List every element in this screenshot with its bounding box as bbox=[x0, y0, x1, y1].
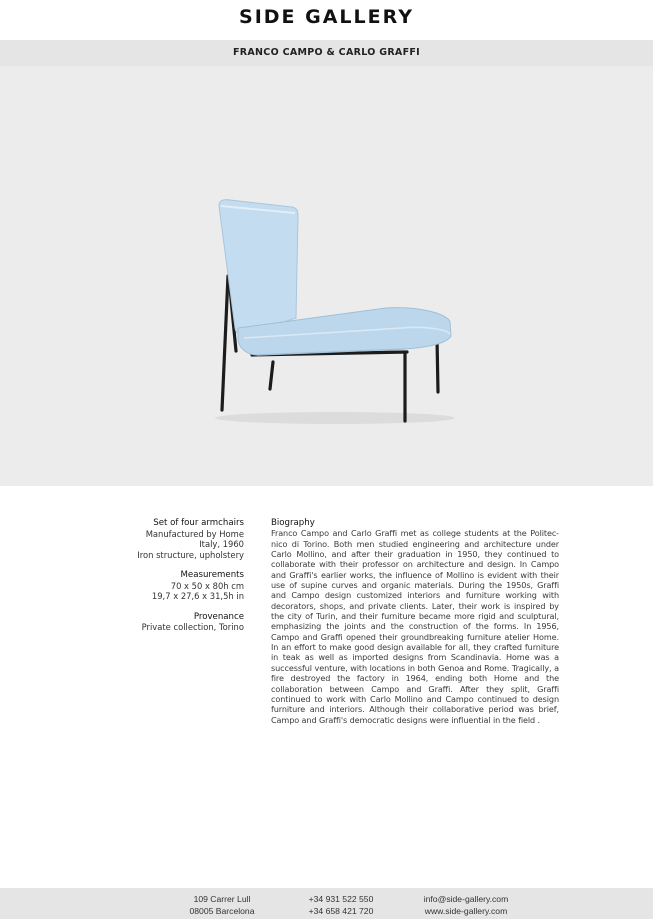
measurements-label: Measurements bbox=[180, 570, 244, 580]
armchair-icon bbox=[0, 66, 653, 486]
address-line1: 109 Carrer Lull bbox=[193, 894, 251, 904]
footer bbox=[0, 888, 653, 919]
measurements-cm: 70 x 50 x 80h cm bbox=[170, 580, 244, 591]
manufacturer: Manufactured by Home bbox=[145, 528, 244, 539]
footer-address bbox=[183, 893, 261, 917]
designers-title: FRANCO CAMPO & CARLO GRAFFI bbox=[233, 47, 420, 58]
materials: Iron structure, upholstery bbox=[137, 549, 244, 560]
address-line2: 08005 Barcelona bbox=[189, 906, 255, 916]
provenance-label: Provenance bbox=[193, 611, 244, 622]
biography-text: Franco Campo and Carlo Graffi met as college students at the Politec-nico di Torino. Both men studied engineering and architecture under Carlo Mollino, and after their graduation in 1950, they continued to collaborate with their professor on architecture and design. In Campo and Graffi's earlier works, the influence of Mollino is evident with their use of supine curves and organic materials. During the 1950s, Graffi and Campo design customized interiors and furniture working with decorators, shops, and private clients. Later, their work is inspired by the city of Turin, and their furniture became more rigid and sculptural, emphasizing the joints and the construction of the forms. In 1956, Campo and Graffi opened their groundbreaking furniture atelier Home. In an effort to make good design available for all, they crafted furniture in teak as well as imported designs from Scandinavia. Home was a successful venture, with locations in both Genoa and Rome. Tragically, a fire destroyed the factory in 1964, ending both Home and the collaboration between Campo and Graffi. After they split, Graffi continued to work with Carlo Mollino and Campo continued to design furniture and interiors. Although their collaborative period was brief, Campo and Graffi's democratic designs were influential in the field . bbox=[271, 528, 559, 725]
product-title: Set of four armchairs bbox=[153, 518, 244, 528]
designers-bar bbox=[0, 40, 653, 66]
biography-section bbox=[271, 518, 559, 725]
phone-2[interactable]: +34 658 421 720 bbox=[308, 906, 374, 916]
email-link[interactable]: info@side-gallery.com bbox=[423, 894, 509, 904]
measurements-in: 19,7 x 27,6 x 31,5h in bbox=[151, 591, 244, 601]
provenance: Private collection, Torino bbox=[141, 622, 244, 632]
footer-phones bbox=[300, 893, 382, 917]
product-image bbox=[0, 66, 653, 486]
phone-1[interactable]: +34 931 522 550 bbox=[308, 894, 374, 904]
gallery-logo: SIDE GALLERY bbox=[239, 6, 414, 28]
footer-contact bbox=[418, 893, 514, 917]
website-link[interactable]: www.side-gallery.com bbox=[424, 906, 508, 916]
product-details bbox=[100, 518, 244, 643]
origin: Italy, 1960 bbox=[199, 539, 244, 549]
biography-label: Biography bbox=[271, 518, 315, 528]
